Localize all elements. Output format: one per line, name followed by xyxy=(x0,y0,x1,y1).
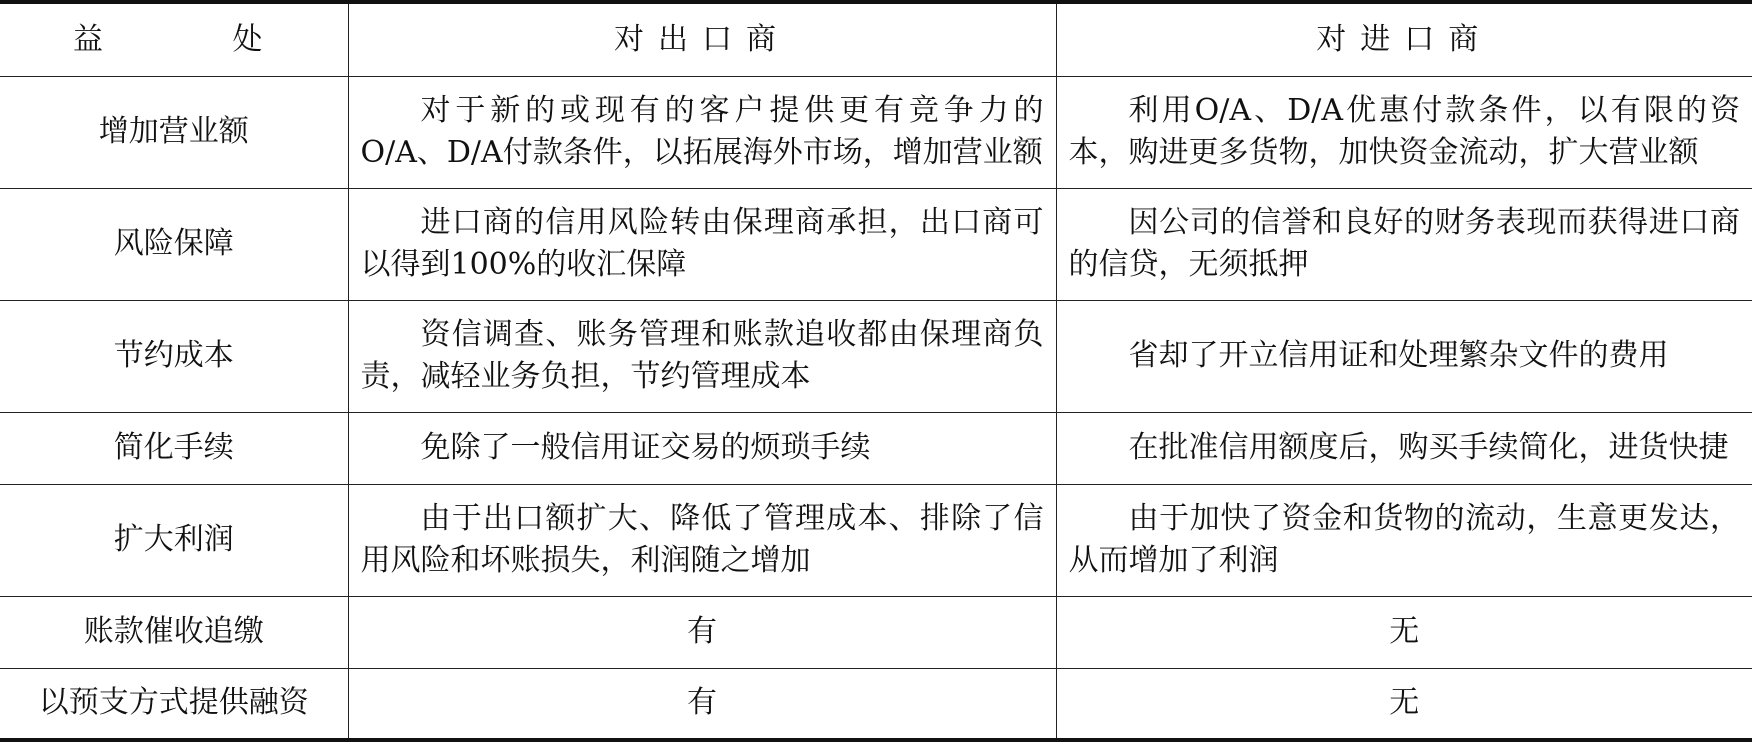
table-body xyxy=(0,76,1752,740)
table-header xyxy=(0,2,1752,76)
header-exporter: 对出口商 xyxy=(348,2,1056,76)
importer-cell: 由于加快了资金和货物的流动，生意更发达，从而增加了利润 xyxy=(1056,484,1752,596)
table-row-save-cost xyxy=(0,300,1752,412)
row-label: 简化手续 xyxy=(0,412,348,484)
exporter-cell: 有 xyxy=(348,668,1056,740)
table-row-simplify-procedures xyxy=(0,412,1752,484)
header-row xyxy=(0,2,1752,76)
exporter-cell: 对于新的或现有的客户提供更有竞争力的O/A、D/A付款条件，以拓展海外市场，增加营业额 xyxy=(348,76,1056,188)
importer-cell: 无 xyxy=(1056,668,1752,740)
table-row-risk-protection xyxy=(0,188,1752,300)
row-label: 扩大利润 xyxy=(0,484,348,596)
exporter-cell: 免除了一般信用证交易的烦琐手续 xyxy=(348,412,1056,484)
table-row-expand-profit xyxy=(0,484,1752,596)
row-label: 账款催收追缴 xyxy=(0,596,348,668)
table-row-collection xyxy=(0,596,1752,668)
header-benefit: 益 处 xyxy=(0,2,348,76)
row-label: 节约成本 xyxy=(0,300,348,412)
exporter-cell: 资信调查、账务管理和账款追收都由保理商负责，减轻业务负担，节约管理成本 xyxy=(348,300,1056,412)
header-importer: 对进口商 xyxy=(1056,2,1752,76)
exporter-cell: 有 xyxy=(348,596,1056,668)
importer-cell: 无 xyxy=(1056,596,1752,668)
importer-cell: 利用O/A、D/A优惠付款条件，以有限的资本，购进更多货物，加快资金流动，扩大营业额 xyxy=(1056,76,1752,188)
table-row-increase-turnover xyxy=(0,76,1752,188)
importer-cell: 因公司的信誉和良好的财务表现而获得进口商的信贷，无须抵押 xyxy=(1056,188,1752,300)
importer-cell: 在批准信用额度后，购买手续简化，进货快捷 xyxy=(1056,412,1752,484)
table-row-advance-financing xyxy=(0,668,1752,740)
exporter-cell: 由于出口额扩大、降低了管理成本、排除了信用风险和坏账损失，利润随之增加 xyxy=(348,484,1056,596)
row-label: 以预支方式提供融资 xyxy=(0,668,348,740)
exporter-cell: 进口商的信用风险转由保理商承担，出口商可以得到100%的收汇保障 xyxy=(348,188,1056,300)
row-label: 增加营业额 xyxy=(0,76,348,188)
importer-cell: 省却了开立信用证和处理繁杂文件的费用 xyxy=(1056,300,1752,412)
row-label: 风险保障 xyxy=(0,188,348,300)
